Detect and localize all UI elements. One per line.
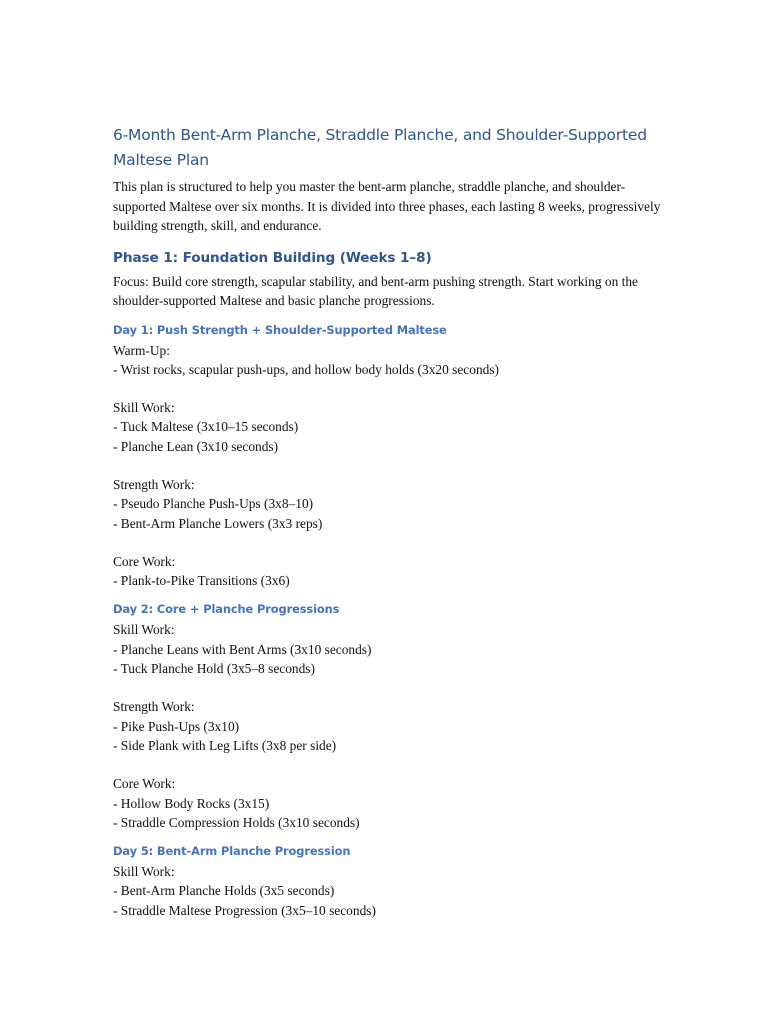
day-2-skill-work [113, 620, 673, 678]
exercise-item: - Wrist rocks, scapular push-ups, and hollow body holds (3x20 seconds) [113, 361, 500, 377]
exercise-item: - Planche Leans with Bent Arms (3x10 seconds) [113, 641, 372, 657]
exercise-item: - Hollow Body Rocks (3x15) [113, 795, 270, 811]
document-content [113, 123, 673, 920]
group-label: Skill Work: [113, 400, 175, 416]
exercise-item: - Tuck Planche Hold (3x5–8 seconds) [113, 661, 315, 677]
day-2-heading: Day 2: Core + Planche Progressions [113, 602, 340, 617]
exercise-item: - Bent-Arm Planche Holds (3x5 seconds) [113, 883, 335, 899]
day-2-core-work [113, 774, 673, 832]
group-label: Strength Work: [113, 699, 195, 715]
exercise-item: - Straddle Compression Holds (3x10 seconds) [113, 814, 360, 830]
day-1-core-work [113, 552, 673, 591]
group-label: Warm-Up: [113, 342, 170, 358]
exercise-item: - Pseudo Planche Push-Ups (3x8–10) [113, 496, 314, 512]
intro-paragraph: This plan is structured to help you master the bent-arm planche, straddle planche, and shoulder-supported Maltese over six months. It is divided into three phases, each lasting 8 weeks, progressively building strength, skill, and endurance. [113, 179, 661, 233]
day-1-warmup [113, 341, 673, 380]
exercise-item: - Planche Lean (3x10 seconds) [113, 438, 279, 454]
day-1-strength-work [113, 475, 673, 533]
exercise-item: - Straddle Maltese Progression (3x5–10 seconds) [113, 902, 376, 918]
document-title: 6-Month Bent-Arm Planche, Straddle Planche, and Shoulder-Supported Maltese Plan [113, 126, 647, 169]
exercise-item: - Bent-Arm Planche Lowers (3x3 reps) [113, 515, 323, 531]
exercise-item: - Tuck Maltese (3x10–15 seconds) [113, 419, 299, 435]
day-1-skill-work [113, 398, 673, 456]
day-2-strength-work [113, 697, 673, 755]
group-label: Core Work: [113, 776, 176, 792]
group-label: Strength Work: [113, 476, 195, 492]
group-label: Skill Work: [113, 864, 175, 880]
exercise-item: - Pike Push-Ups (3x10) [113, 718, 240, 734]
group-label: Core Work: [113, 553, 176, 569]
day-5-skill-work [113, 862, 673, 920]
exercise-item: - Plank-to-Pike Transitions (3x6) [113, 573, 290, 589]
phase-1-focus: Focus: Build core strength, scapular stability, and bent-arm pushing strength. Start working on the shoulder-supported Maltese and basic planche progressions. [113, 273, 638, 308]
group-label: Skill Work: [113, 622, 175, 638]
exercise-item: - Side Plank with Leg Lifts (3x8 per side) [113, 737, 337, 753]
phase-1-heading: Phase 1: Foundation Building (Weeks 1–8) [113, 249, 432, 266]
day-5-heading: Day 5: Bent-Arm Planche Progression [113, 844, 351, 859]
day-1-heading: Day 1: Push Strength + Shoulder-Supported Maltese [113, 322, 447, 337]
